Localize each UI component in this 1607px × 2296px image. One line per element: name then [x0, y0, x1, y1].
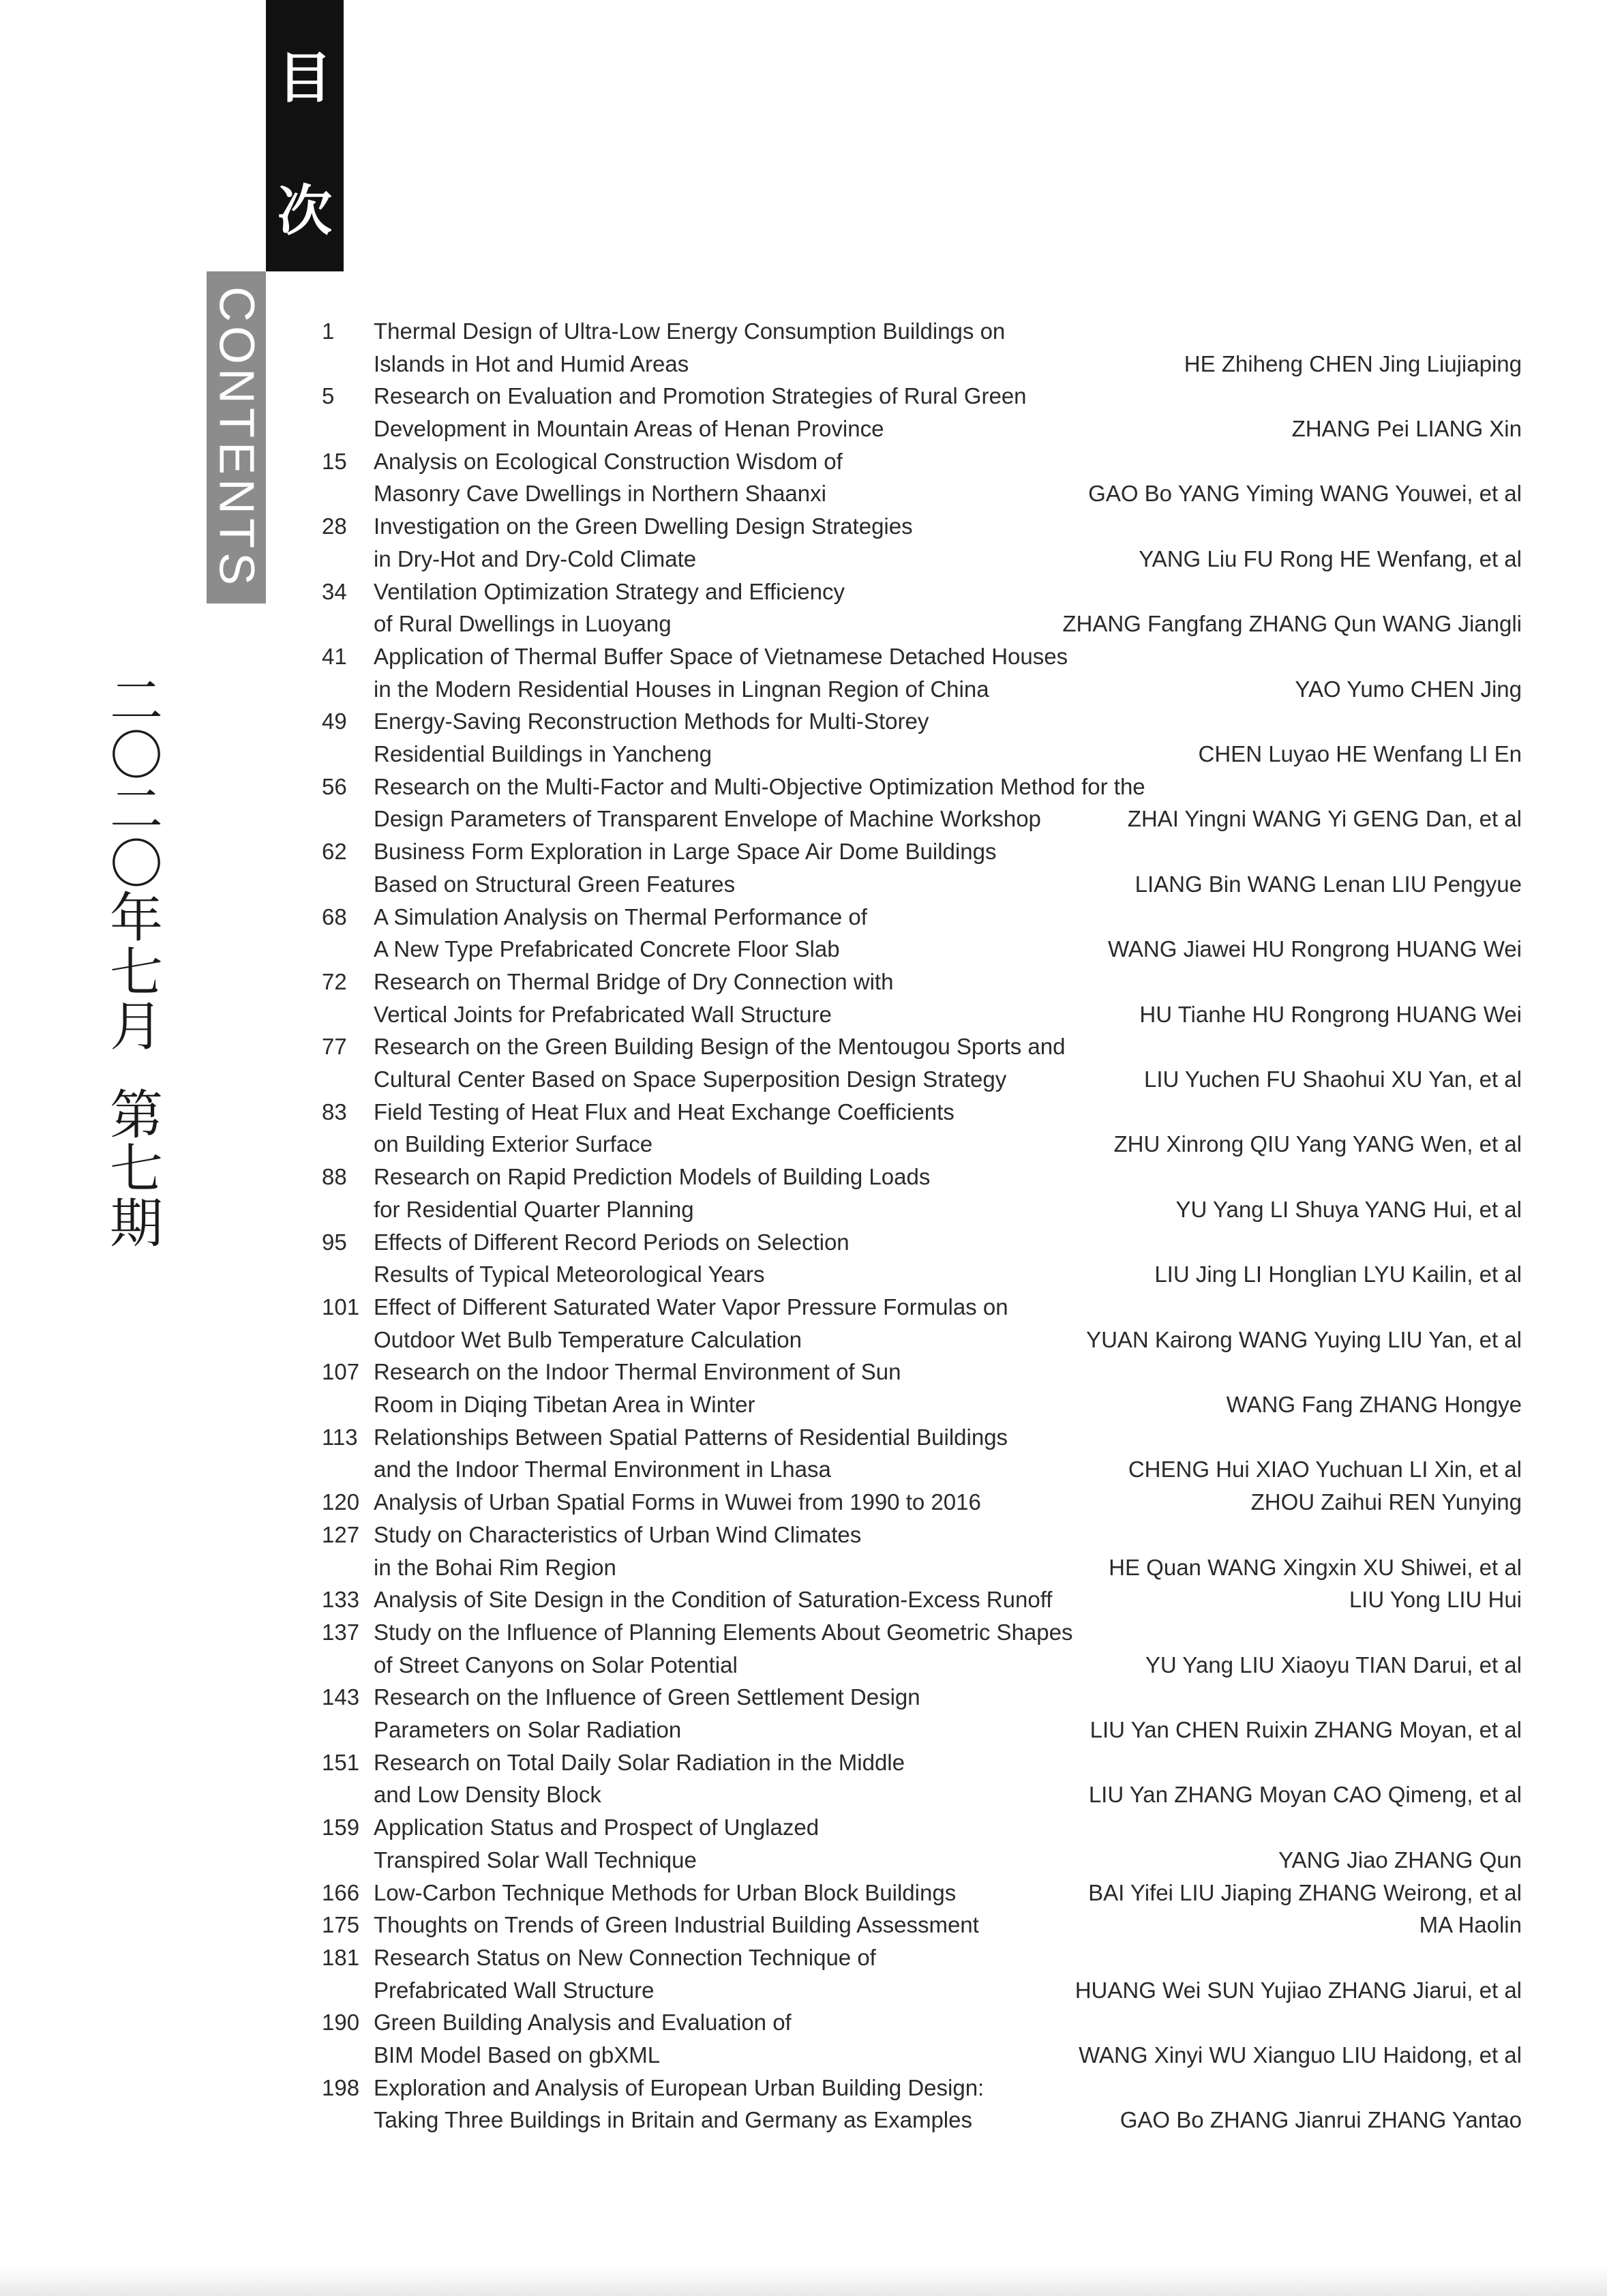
toc-entry-authors: WANG Jiawei HU Rongrong HUANG Wei	[1108, 936, 1522, 962]
toc-entry-page: 113	[322, 1424, 358, 1450]
toc-entry[interactable]	[0, 1291, 1607, 1356]
toc-entry-title-line: Design Parameters of Transparent Envelope of Machine Workshop	[374, 806, 1041, 832]
toc-entry[interactable]	[0, 445, 1607, 510]
toc-entry[interactable]	[0, 1583, 1607, 1616]
toc-entry-title-line: Research on Thermal Bridge of Dry Connection with	[374, 969, 894, 994]
toc-entry-title-line: Vertical Joints for Prefabricated Wall Structure	[374, 1001, 832, 1027]
toc-entry[interactable]	[0, 1421, 1607, 1486]
toc-entry[interactable]	[0, 705, 1607, 770]
toc-entry-authors: HE Zhiheng CHEN Jing Liujiaping	[1184, 351, 1522, 376]
toc-entry-title-line: Transpired Solar Wall Technique	[374, 1847, 697, 1873]
toc-entry[interactable]	[0, 2006, 1607, 2071]
toc-entry[interactable]	[0, 1030, 1607, 1095]
toc-entry-title-line: Effect of Different Saturated Water Vapor Pressure Formulas on	[374, 1294, 1008, 1320]
toc-entry-page: 159	[322, 1815, 360, 1840]
toc-entry-title-line: Research on the Influence of Green Settlement Design	[374, 1684, 920, 1710]
toc-entry[interactable]	[0, 1681, 1607, 1746]
toc-entry-authors: BAI Yifei LIU Jiaping ZHANG Weirong, et al	[1088, 1879, 1522, 1905]
toc-entry-authors: YANG Jiao ZHANG Qun	[1278, 1847, 1522, 1873]
toc-entry-authors: WANG Xinyi WU Xianguo LIU Haidong, et al	[1079, 2042, 1522, 2068]
toc-entry-page: 137	[322, 1620, 360, 1645]
toc-entry-authors: ZHAI Yingni WANG Yi GENG Dan, et al	[1127, 806, 1522, 832]
toc-entry-authors: YU Yang LI Shuya YANG Hui, et al	[1175, 1196, 1522, 1222]
toc-entry-authors: YUAN Kairong WANG Yuying LIU Yan, et al	[1086, 1326, 1522, 1352]
toc-entry-title-line: Based on Structural Green Features	[374, 871, 736, 897]
contents-heading: CONTENTS	[209, 286, 264, 589]
toc-entry-title-line: Analysis of Urban Spatial Forms in Wuwei from 1990 to 2016	[374, 1489, 981, 1515]
toc-entry-authors: CHENG Hui XIAO Yuchuan LI Xin, et al	[1128, 1457, 1522, 1482]
toc-entry-title-line: Results of Typical Meteorological Years	[374, 1262, 765, 1287]
toc-entry-page: 95	[322, 1229, 347, 1255]
toc-entry-title-line: Masonry Cave Dwellings in Northern Shaanxi	[374, 481, 826, 507]
toc-entry-authors: WANG Fang ZHANG Hongye	[1226, 1392, 1522, 1418]
toc-entry-title-line: Research on Evaluation and Promotion Strategies of Rural Green	[374, 383, 1027, 409]
toc-entry-authors: ZHANG Pei LIANG Xin	[1291, 416, 1522, 442]
toc-entry-authors: ZHANG Fangfang ZHANG Qun WANG Jiangli	[1062, 611, 1522, 637]
toc-entry-title-line: Research on the Indoor Thermal Environment of Sun	[374, 1359, 901, 1385]
issue-char: 〇	[109, 725, 163, 787]
toc-entry[interactable]	[0, 1616, 1607, 1681]
toc-entry-title-line: BIM Model Based on gbXML	[374, 2042, 661, 2068]
toc-entry-page: 133	[322, 1587, 360, 1613]
toc-entry-title-line: Analysis on Ecological Construction Wisdom of	[374, 448, 843, 474]
toc-entry-title-line: Investigation on the Green Dwelling Design Strategies	[374, 513, 913, 539]
toc-entry-authors: GAO Bo YANG Yiming WANG Youwei, et al	[1088, 481, 1522, 507]
toc-entry-authors: GAO Bo ZHANG Jianrui ZHANG Yantao	[1120, 2107, 1522, 2133]
toc-entry-page: 88	[322, 1164, 347, 1190]
toc-entry-page: 83	[322, 1099, 347, 1124]
toc-entry-title-line: A New Type Prefabricated Concrete Floor Slab	[374, 936, 840, 962]
toc-entry-authors: LIU Yuchen FU Shaohui XU Yan, et al	[1143, 1067, 1522, 1092]
toc-entry-title-line: Green Building Analysis and Evaluation of	[374, 2010, 792, 2036]
scan-bottom-edge	[0, 2267, 1607, 2296]
toc-entry-page: 68	[322, 904, 347, 929]
toc-entry[interactable]	[0, 1746, 1607, 1811]
toc-entry[interactable]	[0, 901, 1607, 966]
issue-char: 二	[109, 671, 163, 732]
toc-entry-authors: MA Haolin	[1419, 1912, 1522, 1938]
toc-entry-title-line: of Street Canyons on Solar Potential	[374, 1652, 738, 1678]
toc-entry-title-line: Thoughts on Trends of Green Industrial Building Assessment	[374, 1912, 979, 1938]
toc-entry-authors: CHEN Luyao HE Wenfang LI En	[1198, 741, 1522, 767]
toc-entry-authors: ZHU Xinrong QIU Yang YANG Wen, et al	[1113, 1131, 1522, 1157]
toc-entry[interactable]	[0, 1941, 1607, 2006]
toc-entry-title-line: and Low Density Block	[374, 1782, 601, 1808]
toc-entry-title-line: Outdoor Wet Bulb Temperature Calculation	[374, 1326, 802, 1352]
toc-entry-page: 107	[322, 1359, 360, 1385]
toc-entry-page: 62	[322, 839, 347, 865]
toc-entry-authors: HUANG Wei SUN Yujiao ZHANG Jiarui, et al	[1075, 1977, 1522, 2003]
toc-entry-authors: YAO Yumo CHEN Jing	[1295, 676, 1522, 702]
toc-entry-title-line: Islands in Hot and Humid Areas	[374, 351, 689, 376]
toc-entry-title-line: Parameters on Solar Radiation	[374, 1717, 682, 1743]
toc-entry[interactable]	[0, 1909, 1607, 1941]
issue-char: 期	[109, 1193, 163, 1255]
toc-entry-title-line: Analysis of Site Design in the Condition of Saturation-Excess Runoff	[374, 1587, 1053, 1613]
toc-entry[interactable]	[0, 1486, 1607, 1519]
toc-entry-title-line: Relationships Between Spatial Patterns of Residential Buildings	[374, 1424, 1008, 1450]
toc-entry-page: 5	[322, 383, 335, 409]
toc-entry-authors: HU Tianhe HU Rongrong HUANG Wei	[1139, 1001, 1522, 1027]
toc-entry-title-line: Effects of Different Record Periods on Selection	[374, 1229, 850, 1255]
toc-entry-title-line: Research on Rapid Prediction Models of Building Loads	[374, 1164, 931, 1190]
issue-char: 第	[109, 1084, 163, 1146]
toc-entry[interactable]	[0, 1161, 1607, 1225]
toc-entry[interactable]	[0, 1356, 1607, 1420]
toc-entry-title-line: Thermal Design of Ultra-Low Energy Consumption Buildings on	[374, 318, 1006, 344]
toc-entry-title-line: Room in Diqing Tibetan Area in Winter	[374, 1392, 755, 1418]
toc-entry[interactable]	[0, 1877, 1607, 1909]
toc-entry-title-line: on Building Exterior Surface	[374, 1131, 653, 1157]
toc-entry-title-line: Application Status and Prospect of Unglazed	[374, 1815, 820, 1840]
toc-entry-authors: LIANG Bin WANG Lenan LIU Pengyue	[1135, 871, 1522, 897]
toc-entry-authors: YANG Liu FU Rong HE Wenfang, et al	[1139, 546, 1522, 571]
toc-entry-page: 41	[322, 644, 347, 669]
issue-char: 月	[109, 996, 163, 1058]
toc-entry[interactable]	[0, 1519, 1607, 1583]
toc-entry-title-line: Research Status on New Connection Technique of	[374, 1945, 876, 1970]
toc-entry[interactable]	[0, 640, 1607, 705]
toc-entry[interactable]	[0, 1096, 1607, 1161]
toc-entry-title-line: in the Modern Residential Houses in Lingnan Region of China	[374, 676, 989, 702]
toc-entry-title-line: Study on the Influence of Planning Elements About Geometric Shapes	[374, 1620, 1073, 1645]
toc-entry[interactable]	[0, 576, 1607, 640]
toc-entry-authors: LIU Yan ZHANG Moyan CAO Qimeng, et al	[1088, 1782, 1522, 1808]
toc-entry-authors: YU Yang LIU Xiaoyu TIAN Darui, et al	[1145, 1652, 1522, 1678]
toc-entry[interactable]	[0, 510, 1607, 575]
toc-entry-title-line: Study on Characteristics of Urban Wind Climates	[374, 1521, 862, 1547]
toc-entry-title-line: Application of Thermal Buffer Space of Vietnamese Detached Houses	[374, 644, 1068, 669]
toc-entry-authors: ZHOU Zaihui REN Yunying	[1250, 1489, 1522, 1515]
issue-char: 七	[109, 942, 163, 1004]
issue-char: 二	[109, 779, 163, 841]
toc-entry-page: 166	[322, 1879, 360, 1905]
toc-entry-title-line: Cultural Center Based on Space Superposition Design Strategy	[374, 1067, 1007, 1092]
toc-entry-title-line: Field Testing of Heat Flux and Heat Exchange Coefficients	[374, 1099, 955, 1124]
toc-entry-page: 143	[322, 1684, 360, 1710]
toc-entry-title-line: in the Bohai Rim Region	[374, 1554, 616, 1580]
toc-entry-title-line: Research on Total Daily Solar Radiation in the Middle	[374, 1749, 905, 1775]
toc-entry-page: 72	[322, 969, 347, 994]
toc-entry-title-line: Research on the Multi-Factor and Multi-Objective Optimization Method for the	[374, 773, 1145, 799]
toc-entry-page: 198	[322, 2074, 360, 2100]
toc-entry-title-line: of Rural Dwellings in Luoyang	[374, 611, 672, 637]
toc-entry-title-line: Research on the Green Building Besign of the Mentougou Sports and	[374, 1034, 1066, 1060]
toc-entry-title-line: Energy-Saving Reconstruction Methods for Multi-Storey	[374, 709, 929, 734]
toc-entry-page: 77	[322, 1034, 347, 1060]
toc-entry[interactable]	[0, 1226, 1607, 1291]
toc-entry-title-line: Development in Mountain Areas of Henan Province	[374, 416, 884, 442]
toc-entry-title-line: Taking Three Buildings in Britain and Germany as Examples	[374, 2107, 972, 2133]
toc-entry-title-line: Business Form Exploration in Large Space Air Dome Buildings	[374, 839, 997, 865]
toc-entry-authors: HE Quan WANG Xingxin XU Shiwei, et al	[1109, 1554, 1522, 1580]
toc-entry-title-line: Residential Buildings in Yancheng	[374, 741, 712, 767]
toc-entry-page: 15	[322, 448, 347, 474]
toc-entry-authors: LIU Yong LIU Hui	[1349, 1587, 1522, 1613]
toc-entry-page: 101	[322, 1294, 360, 1320]
toc-entry-page: 56	[322, 773, 347, 799]
toc-entry-title-line: Exploration and Analysis of European Urban Building Design:	[374, 2074, 985, 2100]
issue-char: 年	[109, 888, 163, 950]
toc-entry-page: 175	[322, 1912, 360, 1938]
toc-entry[interactable]	[0, 771, 1607, 835]
toc-title-char-1: 目	[277, 46, 332, 110]
toc-entry-title-line: for Residential Quarter Planning	[374, 1196, 694, 1222]
toc-entry-title-line: A Simulation Analysis on Thermal Performance of	[374, 904, 867, 929]
toc-entry-page: 181	[322, 1945, 360, 1970]
toc-entry-page: 49	[322, 709, 347, 734]
toc-entry[interactable]	[0, 2072, 1607, 2136]
toc-entry-page: 151	[322, 1749, 360, 1775]
toc-entry-page: 190	[322, 2010, 360, 2036]
toc-entry-authors: LIU Yan CHEN Ruixin ZHANG Moyan, et al	[1090, 1717, 1522, 1743]
toc-entry-page: 34	[322, 578, 347, 604]
toc-entry-title-line: Ventilation Optimization Strategy and Efficiency	[374, 578, 845, 604]
toc-entry-page: 127	[322, 1521, 360, 1547]
toc-title-char-2: 次	[277, 179, 332, 243]
toc-entry-page: 1	[322, 318, 335, 344]
toc-entry-title-line: in Dry-Hot and Dry-Cold Climate	[374, 546, 697, 571]
toc-entry[interactable]	[0, 966, 1607, 1030]
toc-entry-page: 120	[322, 1489, 360, 1515]
issue-char: 〇	[109, 833, 163, 895]
toc-entry-authors: LIU Jing LI Honglian LYU Kailin, et al	[1154, 1262, 1522, 1287]
toc-entry[interactable]	[0, 380, 1607, 445]
toc-entry-title-line: and the Indoor Thermal Environment in Lhasa	[374, 1457, 831, 1482]
toc-entry[interactable]	[0, 315, 1607, 380]
toc-entry[interactable]	[0, 1811, 1607, 1876]
toc-entry-page: 28	[322, 513, 347, 539]
issue-char: 七	[109, 1139, 163, 1201]
toc-entry-title-line: Low-Carbon Technique Methods for Urban Block Buildings	[374, 1879, 957, 1905]
toc-entry[interactable]	[0, 835, 1607, 900]
toc-entry-title-line: Prefabricated Wall Structure	[374, 1977, 655, 2003]
